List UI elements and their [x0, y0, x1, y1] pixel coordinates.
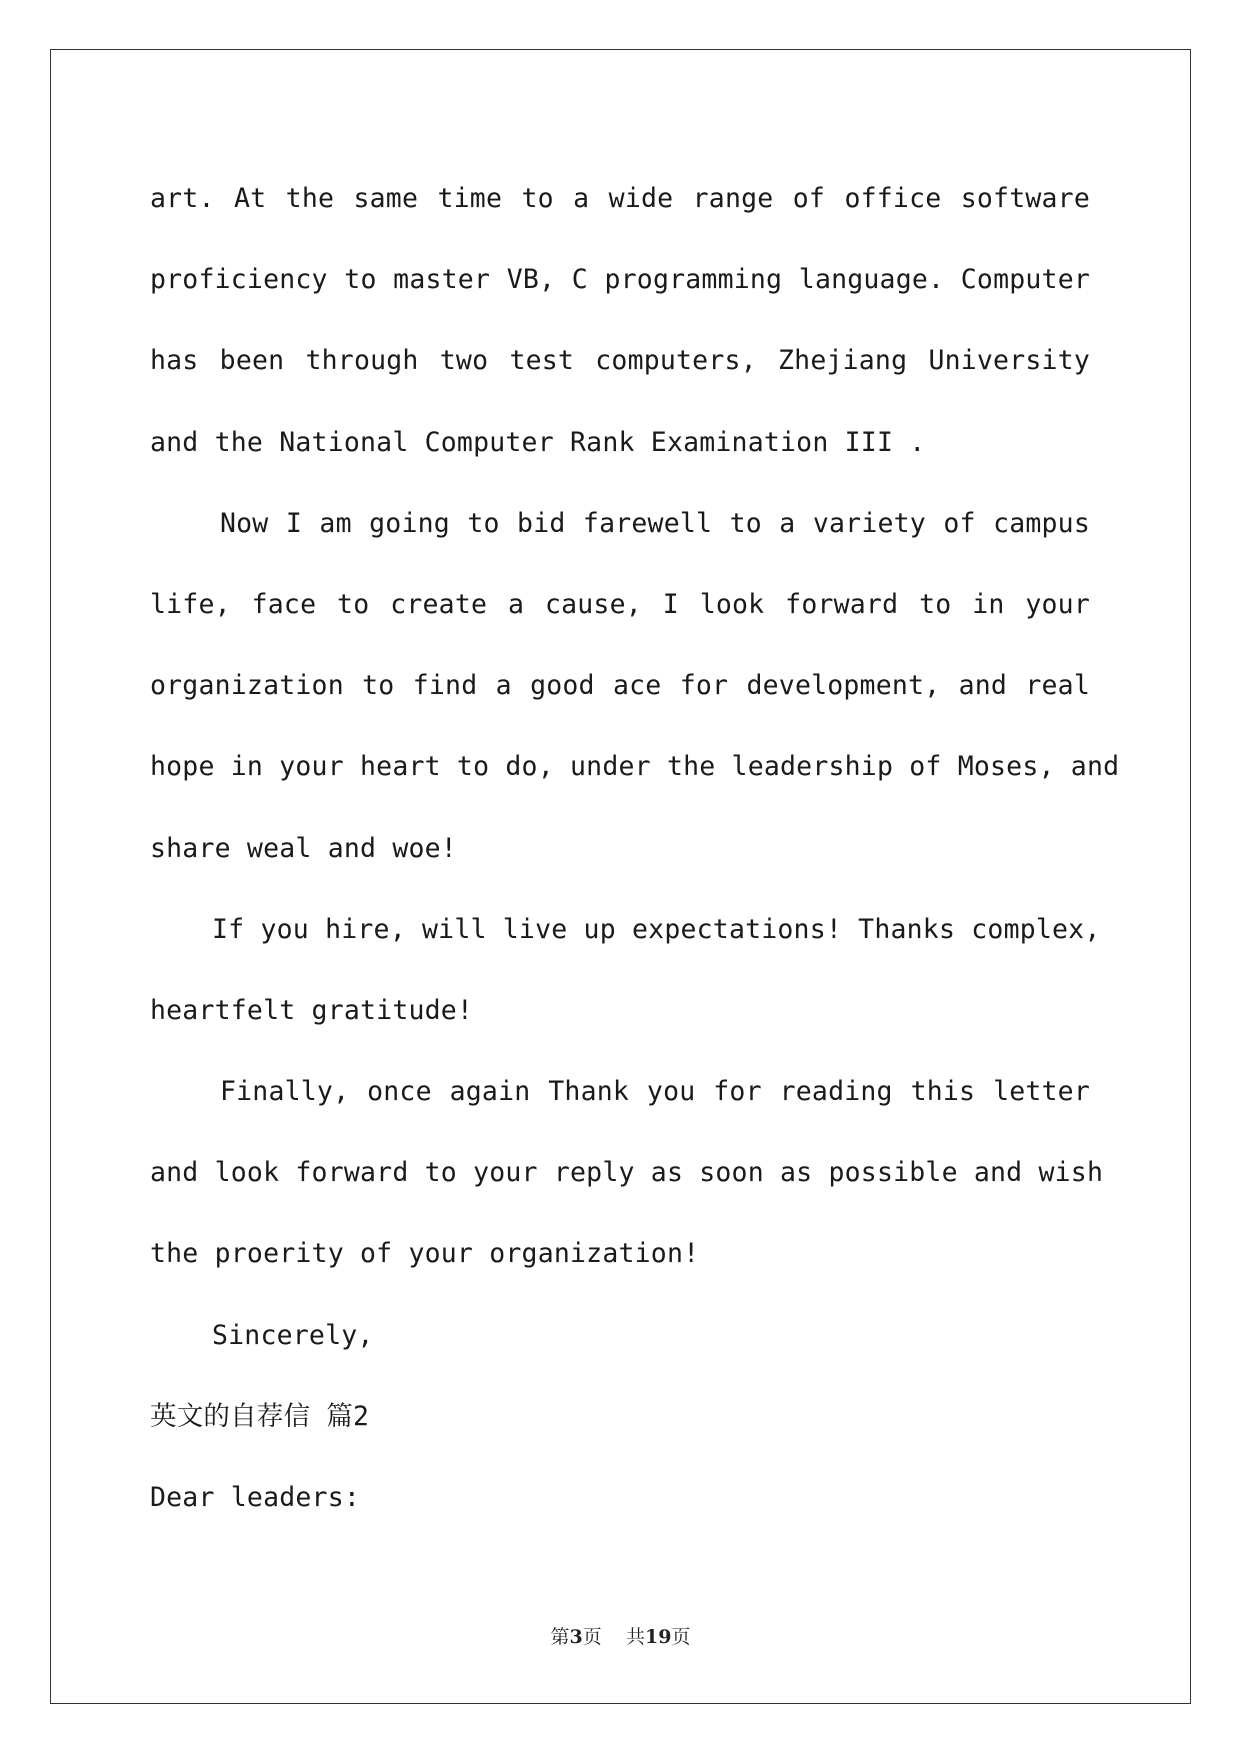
footer-page-suffix: 页 [582, 1626, 602, 1648]
footer-total-suffix: 页 [671, 1626, 691, 1648]
body-line: proficiency to master VB, C programming language. Computer [150, 264, 1090, 296]
body-line: and the National Computer Rank Examination III . [150, 426, 926, 458]
paragraph-first-line: Finally, once again Thank you for reading this letter [220, 1076, 1090, 1108]
footer-page-number: 3 [569, 1626, 583, 1648]
page-footer [0, 1622, 1241, 1649]
body-line: hope in your heart to do, under the leadership of Moses, and [150, 751, 1120, 783]
body-line: the proerity of your organization! [150, 1238, 700, 1270]
footer-total-prefix: 共 [625, 1626, 645, 1648]
body-line: and look forward to your reply as soon as possible and wish [150, 1157, 1104, 1189]
body-line: has been through two test computers, Zhejiang University [150, 345, 1090, 377]
paragraph-first-line: Now I am going to bid farewell to a variety of campus [220, 507, 1090, 539]
greeting: Dear leaders: [150, 1482, 361, 1513]
body-line: art. At the same time to a wide range of office software [150, 183, 1090, 214]
body-line: heartfelt gratitude! [150, 994, 474, 1026]
body-line: organization to find a good ace for development, and real [150, 670, 1090, 702]
document-body [150, 158, 1120, 1538]
body-line: share weal and woe! [150, 832, 457, 864]
footer-page-prefix: 第 [550, 1626, 570, 1648]
paragraph-first-line: If you hire, will live up expectations! Thanks complex, [212, 913, 1101, 945]
body-line: life, face to create a cause, I look forward to in your [150, 588, 1090, 620]
closing-salutation: Sincerely, [212, 1319, 374, 1351]
section-heading: 英文的自荐信 篇2 [150, 1400, 370, 1432]
footer-total-number: 19 [644, 1626, 672, 1648]
